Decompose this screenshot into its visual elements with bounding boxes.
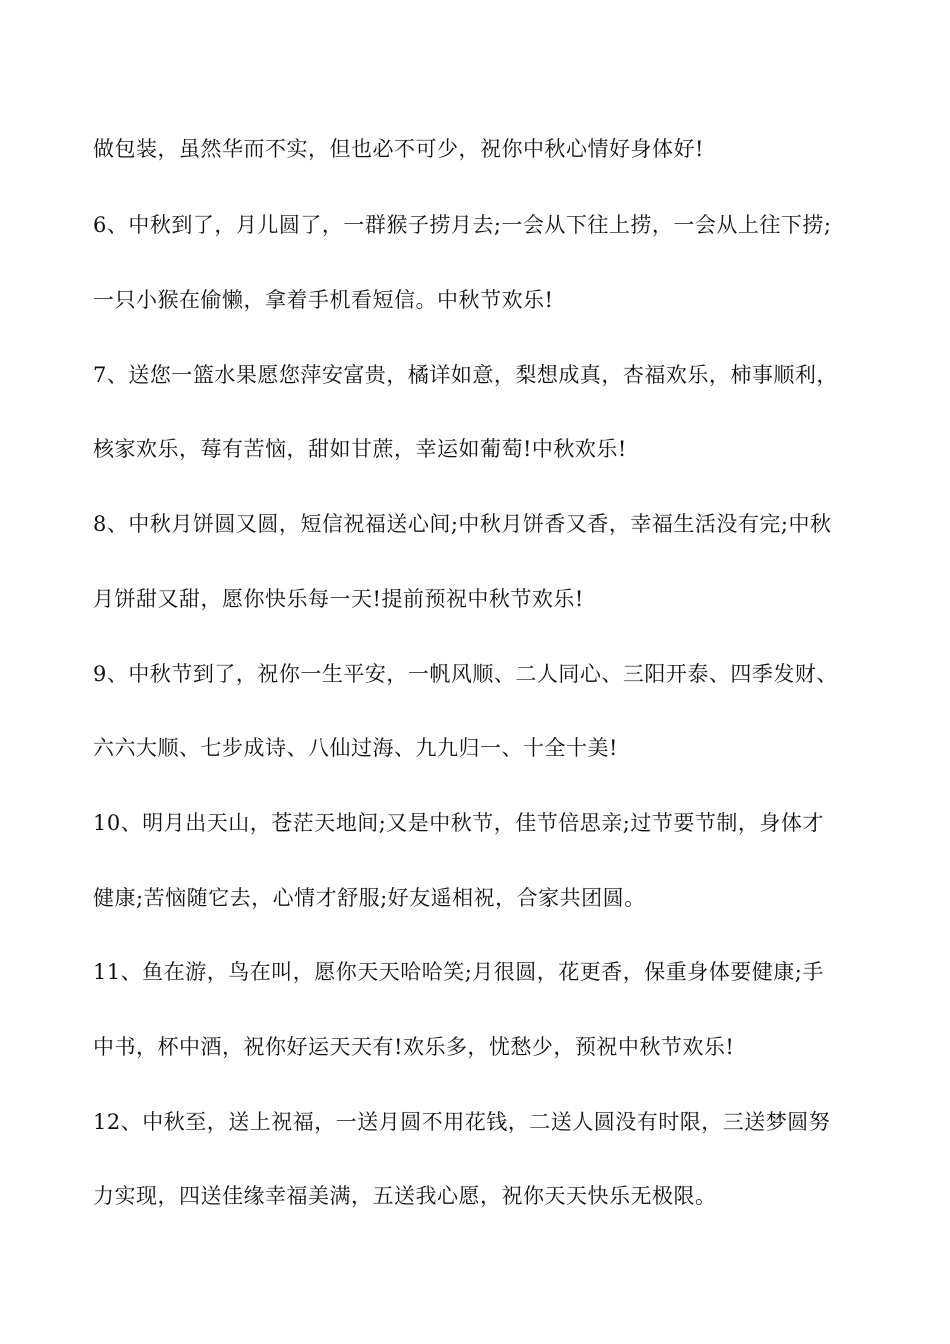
text-line-12: 11、鱼在游，鸟在叫，愿你天天哈哈笑;月很圆，花更香，保重身体要健康;手 [93, 960, 824, 984]
text-line-14: 12、中秋至，送上祝福，一送月圆不用花钱，二送人圆没有时限，三送梦圆努 [93, 1110, 831, 1134]
text-line-11: 健康;苦恼随它去，心情才舒服;好友遥相祝，合家共团圆。 [93, 886, 646, 910]
text-line-15: 力实现，四送佳缘幸福美满，五送我心愿，祝你天天快乐无极限。 [93, 1184, 717, 1208]
text-line-5: 核家欢乐，莓有苦恼，甜如甘蔗，幸运如葡萄!中秋欢乐! [93, 437, 627, 461]
text-line-8: 9、中秋节到了，祝你一生平安，一帆风顺、二人同心、三阳开泰、四季发财、 [93, 662, 838, 686]
text-line-7: 月饼甜又甜，愿你快乐每一天!提前预祝中秋节欢乐! [93, 587, 584, 611]
text-line-9: 六六大顺、七步成诗、八仙过海、九九归一、十全十美! [93, 736, 618, 760]
text-line-6: 8、中秋月饼圆又圆，短信祝福送心间;中秋月饼香又香，幸福生活没有完;中秋 [93, 512, 832, 536]
text-line-3: 一只小猴在偷懒，拿着手机看短信。中秋节欢乐! [93, 288, 554, 312]
text-line-10: 10、明月出天山，苍茫天地间;又是中秋节，佳节倍思亲;过节要节制，身体才 [93, 811, 824, 835]
text-line-2: 6、中秋到了，月儿圆了，一群猴子捞月去;一会从下往上捞，一会从上往下捞; [93, 213, 832, 237]
text-line-13: 中书，杯中酒，祝你好运天天有!欢乐多，忧愁少，预祝中秋节欢乐! [93, 1035, 735, 1059]
text-line-4: 7、送您一篮水果愿您萍安富贵，橘详如意，梨想成真，杏福欢乐，柿事顺利， [93, 363, 838, 387]
text-line-1: 做包装，虽然华而不实，但也必不可少，祝你中秋心情好身体好! [93, 137, 704, 161]
